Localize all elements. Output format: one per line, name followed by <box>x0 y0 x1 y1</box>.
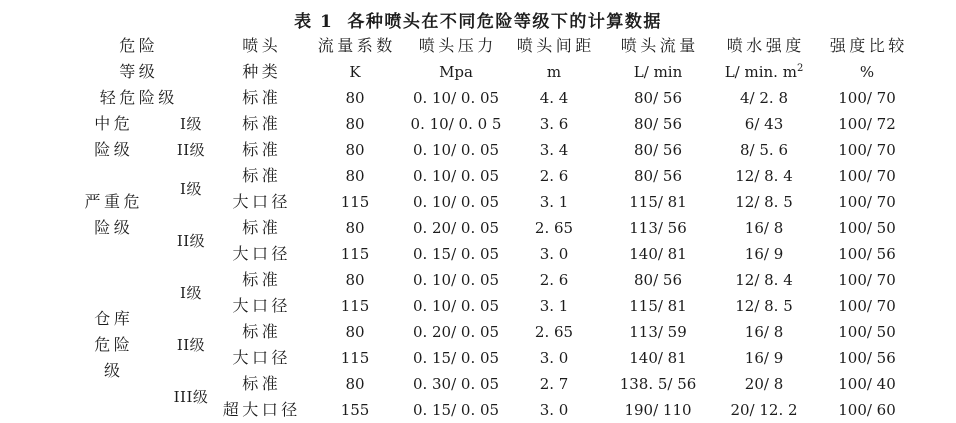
table-row <box>58 111 920 137</box>
cell-k: 80 <box>345 115 365 133</box>
cell-pressure: 0. 15/ 0. 05 <box>412 401 500 419</box>
cell-ratio: 100/ 72 <box>838 115 896 133</box>
cell-pressure: 0. 20/ 0. 05 <box>412 323 500 341</box>
cell-spacing: 2. 6 <box>539 271 569 289</box>
cell-pressure: 0. 15/ 0. 05 <box>412 349 500 367</box>
header-nozzle-line2: 种类 <box>242 62 282 81</box>
cell-pressure: 0. 10/ 0. 05 <box>412 297 500 315</box>
cell-intensity: 12/ 8. 4 <box>735 167 793 185</box>
cell-pressure: 0. 10/ 0. 05 <box>412 167 500 185</box>
cell-ratio: 100/ 70 <box>838 89 896 107</box>
cell-k: 155 <box>340 401 370 419</box>
cell-nozzle-type: 大口径 <box>232 296 292 315</box>
header-intensity: 喷水强度 <box>726 36 805 55</box>
cell-intensity: 6/ 43 <box>744 115 784 133</box>
cell-flow: 140/ 81 <box>629 245 687 263</box>
cell-ratio: 100/ 50 <box>838 323 896 341</box>
cell-pressure: 0. 30/ 0. 05 <box>412 375 500 393</box>
table-row <box>58 137 920 163</box>
cell-pressure: 0. 10/ 0. 05 <box>412 89 500 107</box>
cell-intensity: 16/ 8 <box>744 219 784 237</box>
header-spacing: 喷头间距 <box>516 36 595 55</box>
cell-ratio: 100/ 40 <box>838 375 896 393</box>
cell-intensity: 12/ 8. 4 <box>735 271 793 289</box>
hazard-level-2: II级 <box>176 141 206 159</box>
cell-k: 80 <box>345 141 365 159</box>
cell-spacing: 2. 65 <box>534 323 574 341</box>
cell-flow: 115/ 81 <box>629 193 687 211</box>
cell-nozzle-type: 大口径 <box>232 244 292 263</box>
cell-nozzle-type: 标准 <box>242 322 282 341</box>
cell-k: 115 <box>340 297 370 315</box>
cell-k: 80 <box>345 219 365 237</box>
hazard-level-2: II级 <box>176 232 206 250</box>
header-pressure: 喷头压力 <box>418 36 497 55</box>
cell-intensity: 12/ 8. 5 <box>735 297 793 315</box>
table-row <box>58 371 920 397</box>
cell-spacing: 2. 65 <box>534 219 574 237</box>
cell-nozzle-type: 大口径 <box>232 348 292 367</box>
cell-flow: 113/ 56 <box>629 219 687 237</box>
header-nozzle: 喷头 <box>242 36 282 55</box>
cell-ratio: 100/ 70 <box>838 167 896 185</box>
cell-nozzle-type: 标准 <box>242 374 282 393</box>
cell-ratio: 100/ 50 <box>838 219 896 237</box>
cell-spacing: 2. 7 <box>539 375 569 393</box>
cell-intensity: 20/ 12. 2 <box>730 401 798 419</box>
cell-nozzle-type: 标准 <box>242 140 282 159</box>
unit-percent: % <box>859 63 875 81</box>
header-row-2 <box>58 59 920 85</box>
table-row <box>58 319 920 345</box>
cell-nozzle-type: 大口径 <box>232 192 292 211</box>
cell-k: 115 <box>340 193 370 211</box>
cell-k: 115 <box>340 349 370 367</box>
header-hazard: 危险 <box>119 36 159 55</box>
table-row <box>58 267 920 293</box>
cell-pressure: 0. 10/ 0. 05 <box>412 271 500 289</box>
cell-ratio: 100/ 60 <box>838 401 896 419</box>
hazard-level-2: II级 <box>176 336 206 354</box>
hazard-group-light: 轻危险级 <box>99 88 178 107</box>
header-row-1 <box>58 33 920 59</box>
cell-flow: 190/ 110 <box>624 401 692 419</box>
cell-flow: 140/ 81 <box>629 349 687 367</box>
cell-flow: 80/ 56 <box>634 271 683 289</box>
table-title <box>0 0 956 31</box>
cell-flow: 138. 5/ 56 <box>619 375 697 393</box>
header-flow: 喷头流量 <box>620 36 699 55</box>
cell-nozzle-type: 超大口径 <box>222 400 301 419</box>
cell-k: 115 <box>340 245 370 263</box>
hazard-group-medium: 中危 险级 <box>94 114 134 159</box>
cell-intensity: 16/ 9 <box>744 349 784 367</box>
table-row <box>58 215 920 241</box>
hazard-level-1: I级 <box>180 284 202 302</box>
table-title-text: 各种喷头在不同危险等级下的计算数据 <box>347 12 662 32</box>
cell-ratio: 100/ 70 <box>838 141 896 159</box>
cell-nozzle-type: 标准 <box>242 218 282 237</box>
cell-ratio: 100/ 70 <box>838 193 896 211</box>
cell-pressure: 0. 10/ 0. 05 <box>412 141 500 159</box>
header-hazard-line2: 等级 <box>119 62 159 81</box>
cell-pressure: 0. 10/ 0. 0 5 <box>410 115 502 133</box>
cell-nozzle-type: 标准 <box>242 114 282 133</box>
cell-intensity: 16/ 9 <box>744 245 784 263</box>
cell-spacing: 4. 4 <box>539 89 569 107</box>
cell-spacing: 3. 6 <box>539 115 569 133</box>
hazard-level-3: III级 <box>173 388 209 406</box>
cell-ratio: 100/ 70 <box>838 297 896 315</box>
cell-flow: 80/ 56 <box>634 89 683 107</box>
cell-spacing: 3. 0 <box>539 349 569 367</box>
cell-nozzle-type: 标准 <box>242 88 282 107</box>
hazard-level-1: I级 <box>180 115 202 133</box>
superscript-2: 2 <box>796 63 804 74</box>
cell-flow: 80/ 56 <box>634 141 683 159</box>
table-row <box>58 85 920 111</box>
cell-k: 80 <box>345 167 365 185</box>
data-table <box>58 33 920 423</box>
cell-spacing: 3. 1 <box>539 297 569 315</box>
table-number: 表 1 <box>294 12 334 32</box>
cell-spacing: 3. 0 <box>539 245 569 263</box>
cell-flow: 80/ 56 <box>634 167 683 185</box>
cell-k: 80 <box>345 271 365 289</box>
header-ratio: 强度比较 <box>829 36 908 55</box>
cell-intensity: 16/ 8 <box>744 323 784 341</box>
cell-ratio: 100/ 70 <box>838 271 896 289</box>
cell-pressure: 0. 10/ 0. 05 <box>412 193 500 211</box>
cell-flow: 80/ 56 <box>634 115 683 133</box>
unit-l-min: L/ min <box>633 63 683 81</box>
cell-ratio: 100/ 56 <box>838 349 896 367</box>
cell-flow: 113/ 59 <box>629 323 687 341</box>
hazard-level-1: I级 <box>180 180 202 198</box>
cell-spacing: 3. 0 <box>539 401 569 419</box>
cell-k: 80 <box>345 323 365 341</box>
unit-mpa: Mpa <box>439 63 473 81</box>
cell-flow: 115/ 81 <box>629 297 687 315</box>
header-flow-coefficient: 流量系数 <box>317 36 396 55</box>
cell-spacing: 3. 1 <box>539 193 569 211</box>
cell-intensity: 20/ 8 <box>744 375 784 393</box>
unit-l-min-m2: L/ min. $m^2$ <box>724 63 804 81</box>
cell-nozzle-type: 标准 <box>242 270 282 289</box>
cell-spacing: 3. 4 <box>539 141 569 159</box>
cell-k: 80 <box>345 89 365 107</box>
cell-pressure: 0. 20/ 0. 05 <box>412 219 500 237</box>
unit-m: m <box>546 63 562 81</box>
cell-ratio: 100/ 56 <box>838 245 896 263</box>
cell-nozzle-type: 标准 <box>242 166 282 185</box>
unit-k: K <box>349 63 361 81</box>
table-row <box>58 163 920 189</box>
cell-intensity: 12/ 8. 5 <box>735 193 793 211</box>
hazard-group-severe: 严重危 险级 <box>84 192 143 237</box>
cell-k: 80 <box>345 375 365 393</box>
cell-intensity: 8/ 5. 6 <box>740 141 789 159</box>
cell-pressure: 0. 15/ 0. 05 <box>412 245 500 263</box>
cell-intensity: 4/ 2. 8 <box>740 89 789 107</box>
cell-spacing: 2. 6 <box>539 167 569 185</box>
hazard-group-warehouse: 仓库 危险 级 <box>94 309 134 380</box>
